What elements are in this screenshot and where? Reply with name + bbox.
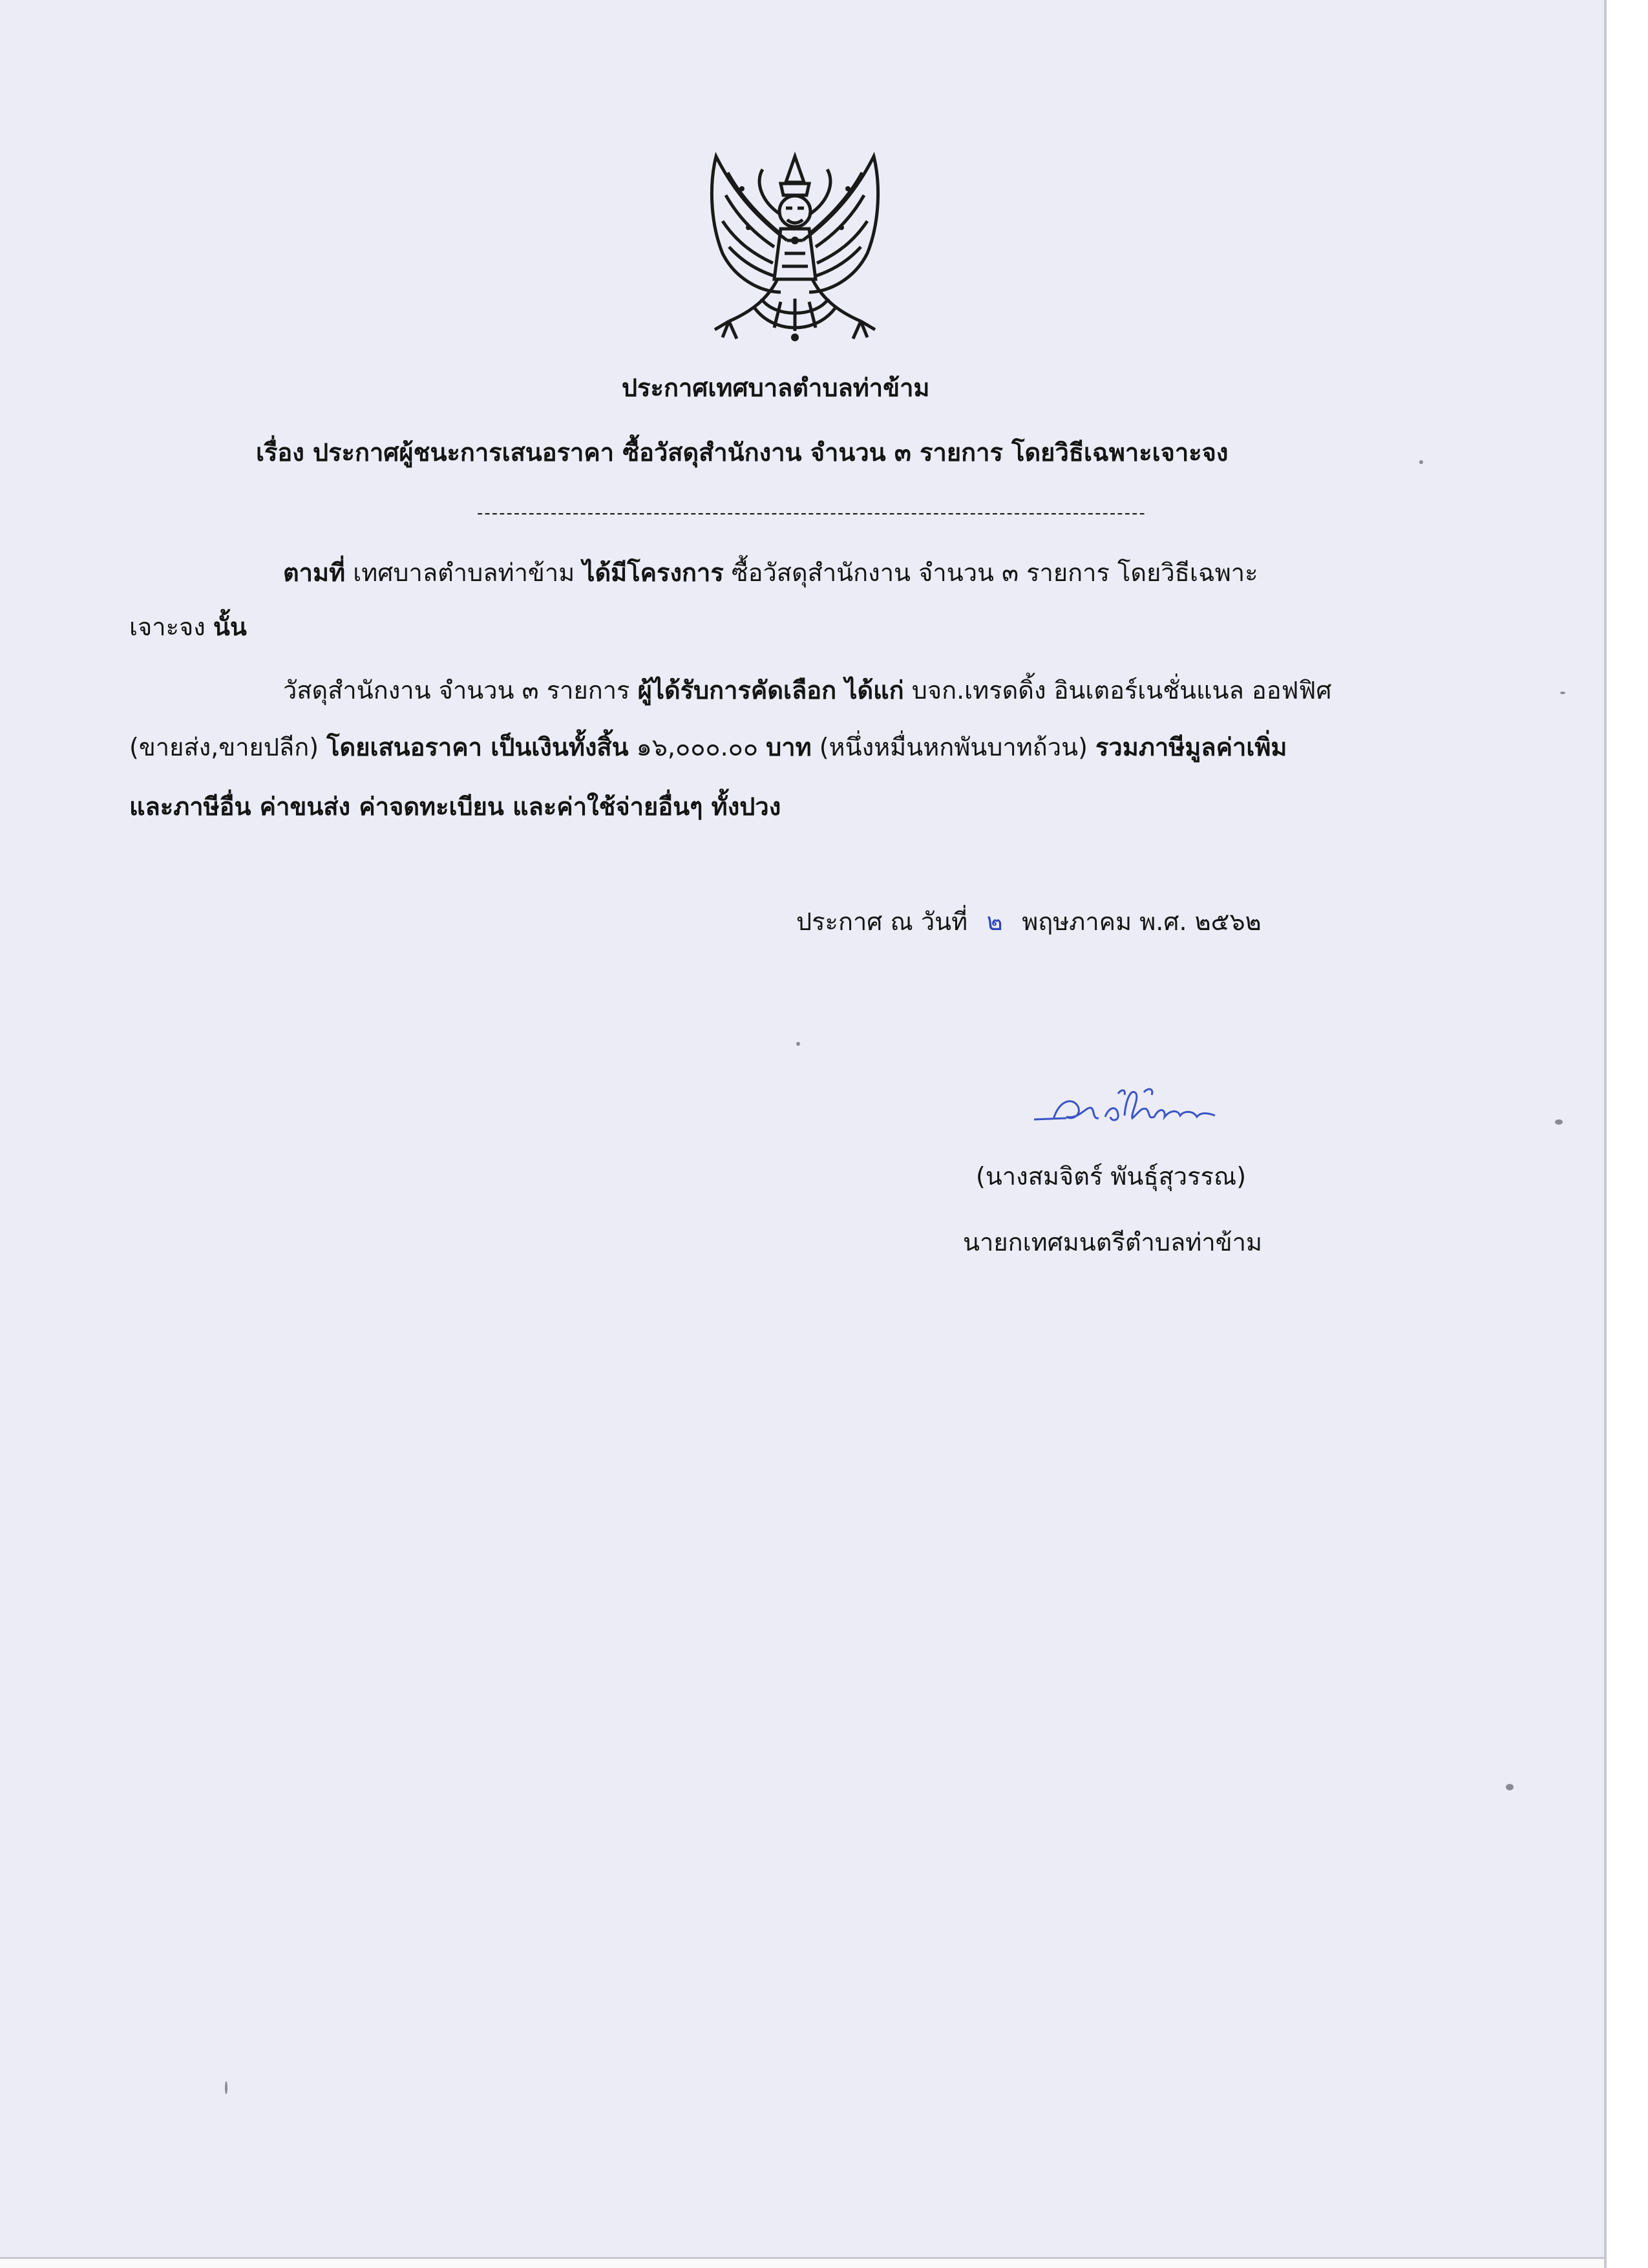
- para2-winner-type: (ขายส่ง,ขายปลีก): [129, 733, 327, 761]
- scan-speck: [1555, 1119, 1563, 1125]
- scan-border-right: [1604, 0, 1648, 2268]
- para1-line2: [129, 609, 247, 645]
- para2-items: วัสดุสำนักงาน จำนวน ๓ รายการ: [283, 676, 638, 705]
- header-divider: -------------------------------------------------------------------------------------------: [477, 503, 1146, 523]
- document-subject: เรื่อง ประกาศผู้ชนะการเสนอราคา ซื้อวัสดุสำนักงาน จำนวน ๓ รายการ โดยวิธีเฉพาะเจาะจง: [256, 438, 1229, 467]
- para2-line2: [129, 729, 1287, 765]
- signature-mark: [1028, 1081, 1221, 1136]
- para2-price-label: โดยเสนอราคา เป็นเงินทั้งสิ้น: [326, 733, 629, 761]
- scan-border-bottom: [0, 2257, 1604, 2268]
- para1-tail: เจาะจง: [129, 613, 213, 641]
- para2-amount: ๑๖,๐๐๐.๐๐: [628, 733, 766, 761]
- announcement-day: ๒: [986, 907, 1003, 936]
- para1-project: ซื้อวัสดุสำนักงาน จำนวน ๓ รายการ โดยวิธีเฉพาะ: [723, 558, 1258, 587]
- scan-speck: [225, 2081, 227, 2094]
- garuda-emblem-icon: [690, 143, 900, 363]
- signatory-position: นายกเทศมนตรีตำบลท่าข้าม: [963, 1228, 1263, 1256]
- scan-speck: [1560, 692, 1565, 694]
- para2-winner-label: ผู้ได้รับการคัดเลือก ได้แก่: [637, 676, 904, 705]
- para2-line1: [283, 672, 1331, 708]
- document-title: ประกาศเทศบาลตำบลท่าข้าม: [622, 374, 930, 402]
- para2-vat: รวมภาษีมูลค่าเพิ่ม: [1095, 733, 1287, 761]
- para1-line1: [283, 555, 1258, 591]
- para1-end: นั้น: [213, 613, 247, 641]
- para2-line3: และภาษีอื่น ค่าขนส่ง ค่าจดทะเบียน และค่าใช้จ่ายอื่นๆ ทั้งปวง: [129, 792, 781, 821]
- para2-winner: บจก.เทรดดิ้ง อินเตอร์เนชั่นแนล ออฟฟิศ: [903, 676, 1332, 705]
- para1-lead: ตามที่: [283, 558, 346, 587]
- announcement-date: [796, 904, 1262, 940]
- para2-amount-words: (หนึ่งหมื่นหกพันบาทถ้วน): [811, 733, 1096, 761]
- announcement-prefix: ประกาศ ณ วันที่: [796, 907, 968, 936]
- scan-speck: [796, 1042, 800, 1046]
- para1-project-label: ได้มีโครงการ: [582, 558, 724, 587]
- signatory-name: (นางสมจิตร์ พันธุ์สุวรรณ): [976, 1162, 1247, 1191]
- scan-speck: [1506, 1784, 1514, 1790]
- scan-speck: [1419, 460, 1423, 464]
- announcement-month-year: พฤษภาคม พ.ศ. ๒๕๖๒: [1022, 907, 1262, 936]
- para2-currency: บาท: [766, 733, 812, 761]
- para1-org: เทศบาลตำบลท่าข้าม: [345, 558, 583, 587]
